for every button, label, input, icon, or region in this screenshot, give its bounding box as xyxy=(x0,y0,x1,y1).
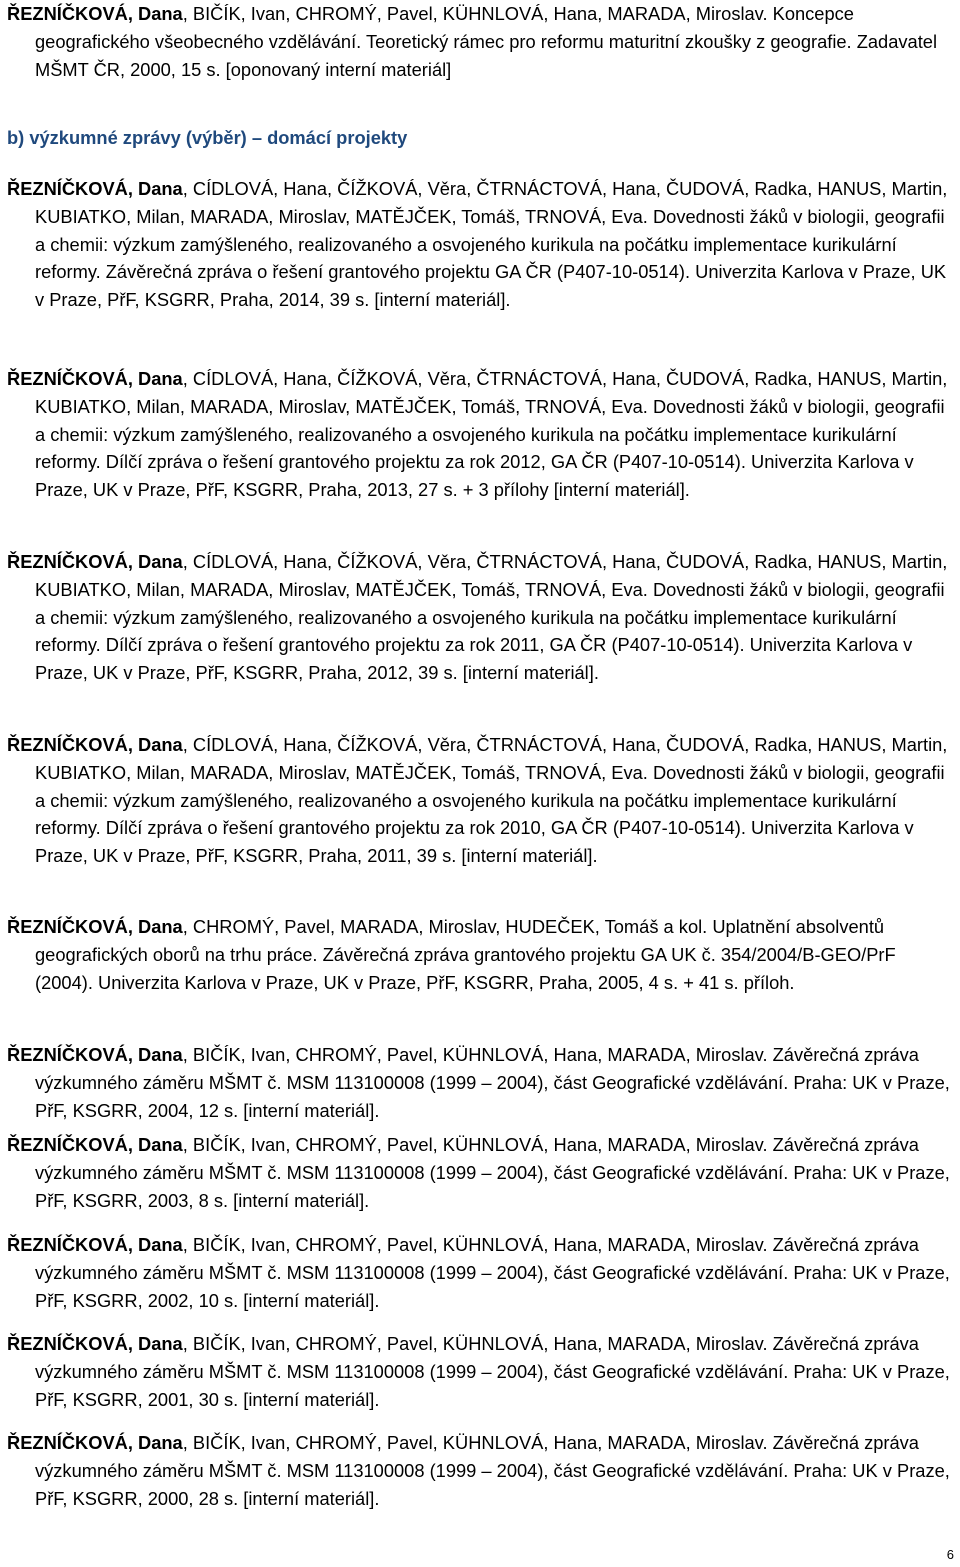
reference-details: Dovednosti žáků v biologii, geografii a chemii: výzkum zamýšleného, realizovaného a osvojeného kurikula na počátku implementace kurikulární reformy. Závěrečná zpráva o řešení grantového projektu GA ČR (P407-10-0514). Univerzita Karlova v Praze, UK v Praze, PřF, KSGRR, Praha, 2014, 39 s. [interní materiál]. xyxy=(35,205,947,311)
reference-coauthors: , CÍDLOVÁ, Hana, ČÍŽKOVÁ, Věra, ČTRNÁCTOVÁ, Hana, ČUDOVÁ, Radka, HANUS, Martin, KUBIATKO, Milan, MARADA, Miroslav, MATĚJČEK, Tomáš, TRNOVÁ, Eva. xyxy=(35,551,948,600)
reference-entry xyxy=(7,1041,957,1124)
reference-lead-author: ŘEZNÍČKOVÁ, Dana xyxy=(7,1333,183,1354)
reference-lead-author: ŘEZNÍČKOVÁ, Dana xyxy=(7,178,183,199)
reference-entry xyxy=(7,731,957,870)
reference-entry xyxy=(7,913,957,996)
reference-lead-author: ŘEZNÍČKOVÁ, Dana xyxy=(7,734,183,755)
reference-coauthors: , CÍDLOVÁ, Hana, ČÍŽKOVÁ, Věra, ČTRNÁCTOVÁ, Hana, ČUDOVÁ, Radka, HANUS, Martin, KUBIATKO, Milan, MARADA, Miroslav, MATĚJČEK, Tomáš, TRNOVÁ, Eva. xyxy=(35,368,948,417)
reference-entry xyxy=(7,1231,957,1314)
reference-coauthors: , CÍDLOVÁ, Hana, ČÍŽKOVÁ, Věra, ČTRNÁCTOVÁ, Hana, ČUDOVÁ, Radka, HANUS, Martin, KUBIATKO, Milan, MARADA, Miroslav, MATĚJČEK, Tomáš, TRNOVÁ, Eva. xyxy=(35,734,948,783)
reference-entry xyxy=(7,1131,957,1214)
reference-coauthors: , BIČÍK, Ivan, CHROMÝ, Pavel, KÜHNLOVÁ, Hana, MARADA, Miroslav. xyxy=(182,1234,768,1255)
reference-entry xyxy=(7,365,957,504)
reference-entry xyxy=(7,175,957,314)
reference-details: Závěrečná zpráva výzkumného záměru MŠMT č. MSM 113100008 (1999 – 2004), část Geografické vzdělávání. Praha: UK v Praze, PřF, KSGRR, 2004, 12 s. [interní materiál]. xyxy=(35,1044,950,1121)
reference-lead-author: ŘEZNÍČKOVÁ, Dana xyxy=(7,3,183,24)
reference-details: Závěrečná zpráva výzkumného záměru MŠMT č. MSM 113100008 (1999 – 2004), část Geografické vzdělávání. Praha: UK v Praze, PřF, KSGRR, 2000, 28 s. [interní materiál]. xyxy=(35,1432,950,1509)
reference-coauthors: , BIČÍK, Ivan, CHROMÝ, Pavel, KÜHNLOVÁ, Hana, MARADA, Miroslav. xyxy=(182,1432,768,1453)
reference-details: Závěrečná zpráva výzkumného záměru MŠMT č. MSM 113100008 (1999 – 2004), část Geografické vzdělávání. Praha: UK v Praze, PřF, KSGRR, 2003, 8 s. [interní materiál]. xyxy=(35,1134,950,1211)
reference-entry xyxy=(7,1330,957,1413)
reference-coauthors: , BIČÍK, Ivan, CHROMÝ, Pavel, KÜHNLOVÁ, Hana, MARADA, Miroslav. xyxy=(182,1044,768,1065)
reference-lead-author: ŘEZNÍČKOVÁ, Dana xyxy=(7,1134,183,1155)
reference-details: Závěrečná zpráva výzkumného záměru MŠMT č. MSM 113100008 (1999 – 2004), část Geografické vzdělávání. Praha: UK v Praze, PřF, KSGRR, 2002, 10 s. [interní materiál]. xyxy=(35,1234,950,1311)
section-heading: b) výzkumné zprávy (výběr) – domácí projekty xyxy=(7,127,408,148)
reference-entry xyxy=(7,0,957,83)
reference-details: Dovednosti žáků v biologii, geografii a chemii: výzkum zamýšleného, realizovaného a osvojeného kurikula na počátku implementace kurikulární reformy. Dílčí zpráva o řešení grantového projektu za rok 2012, GA ČR (P407-10-0514). Univerzita Karlova v Praze, UK v Praze, PřF, KSGRR, Praha, 2013, 27 s. + 3 přílohy [interní materiál]. xyxy=(35,395,945,501)
reference-lead-author: ŘEZNÍČKOVÁ, Dana xyxy=(7,1044,183,1065)
reference-details: Závěrečná zpráva výzkumného záměru MŠMT č. MSM 113100008 (1999 – 2004), část Geografické vzdělávání. Praha: UK v Praze, PřF, KSGRR, 2001, 30 s. [interní materiál]. xyxy=(35,1333,950,1410)
reference-lead-author: ŘEZNÍČKOVÁ, Dana xyxy=(7,1234,183,1255)
reference-lead-author: ŘEZNÍČKOVÁ, Dana xyxy=(7,368,183,389)
reference-lead-author: ŘEZNÍČKOVÁ, Dana xyxy=(7,551,183,572)
reference-coauthors: , CÍDLOVÁ, Hana, ČÍŽKOVÁ, Věra, ČTRNÁCTOVÁ, Hana, ČUDOVÁ, Radka, HANUS, Martin, KUBIATKO, Milan, MARADA, Miroslav, MATĚJČEK, Tomáš, TRNOVÁ, Eva. xyxy=(35,178,948,227)
reference-lead-author: ŘEZNÍČKOVÁ, Dana xyxy=(7,916,183,937)
page-number: 6 xyxy=(946,1547,954,1562)
reference-coauthors: , CHROMÝ, Pavel, MARADA, Miroslav, HUDEČEK, Tomáš a kol. xyxy=(182,916,708,937)
reference-details: Dovednosti žáků v biologii, geografii a chemii: výzkum zamýšleného, realizovaného a osvojeného kurikula na počátku implementace kurikulární reformy. Dílčí zpráva o řešení grantového projektu za rok 2011, GA ČR (P407-10-0514). Univerzita Karlova v Praze, UK v Praze, PřF, KSGRR, Praha, 2012, 39 s. [interní materiál]. xyxy=(35,578,945,684)
reference-details: Koncepce geografického všeobecného vzdělávání. Teoretický rámec pro reformu maturitní zkoušky z geografie. Zadavatel MŠMT ČR, 2000, 15 s. [oponovaný interní materiál] xyxy=(35,3,938,80)
reference-coauthors: , BIČÍK, Ivan, CHROMÝ, Pavel, KÜHNLOVÁ, Hana, MARADA, Miroslav. xyxy=(182,3,768,24)
reference-lead-author: ŘEZNÍČKOVÁ, Dana xyxy=(7,1432,183,1453)
reference-coauthors: , BIČÍK, Ivan, CHROMÝ, Pavel, KÜHNLOVÁ, Hana, MARADA, Miroslav. xyxy=(182,1134,768,1155)
reference-coauthors: , BIČÍK, Ivan, CHROMÝ, Pavel, KÜHNLOVÁ, Hana, MARADA, Miroslav. xyxy=(182,1333,768,1354)
reference-entry xyxy=(7,548,957,687)
reference-details: Uplatnění absolventů geografických oborů na trhu práce. Závěrečná zpráva grantového projektu GA UK č. 354/2004/B-GEO/PrF (2004). Univerzita Karlova v Praze, UK v Praze, PřF, KSGRR, Praha, 2005, 4 s. + 41 s. příloh. xyxy=(35,916,896,993)
reference-details: Dovednosti žáků v biologii, geografii a chemii: výzkum zamýšleného, realizovaného a osvojeného kurikula na počátku implementace kurikulární reformy. Dílčí zpráva o řešení grantového projektu za rok 2010, GA ČR (P407-10-0514). Univerzita Karlova v Praze, UK v Praze, PřF, KSGRR, Praha, 2011, 39 s. [interní materiál]. xyxy=(35,761,945,867)
reference-entry xyxy=(7,1429,957,1512)
